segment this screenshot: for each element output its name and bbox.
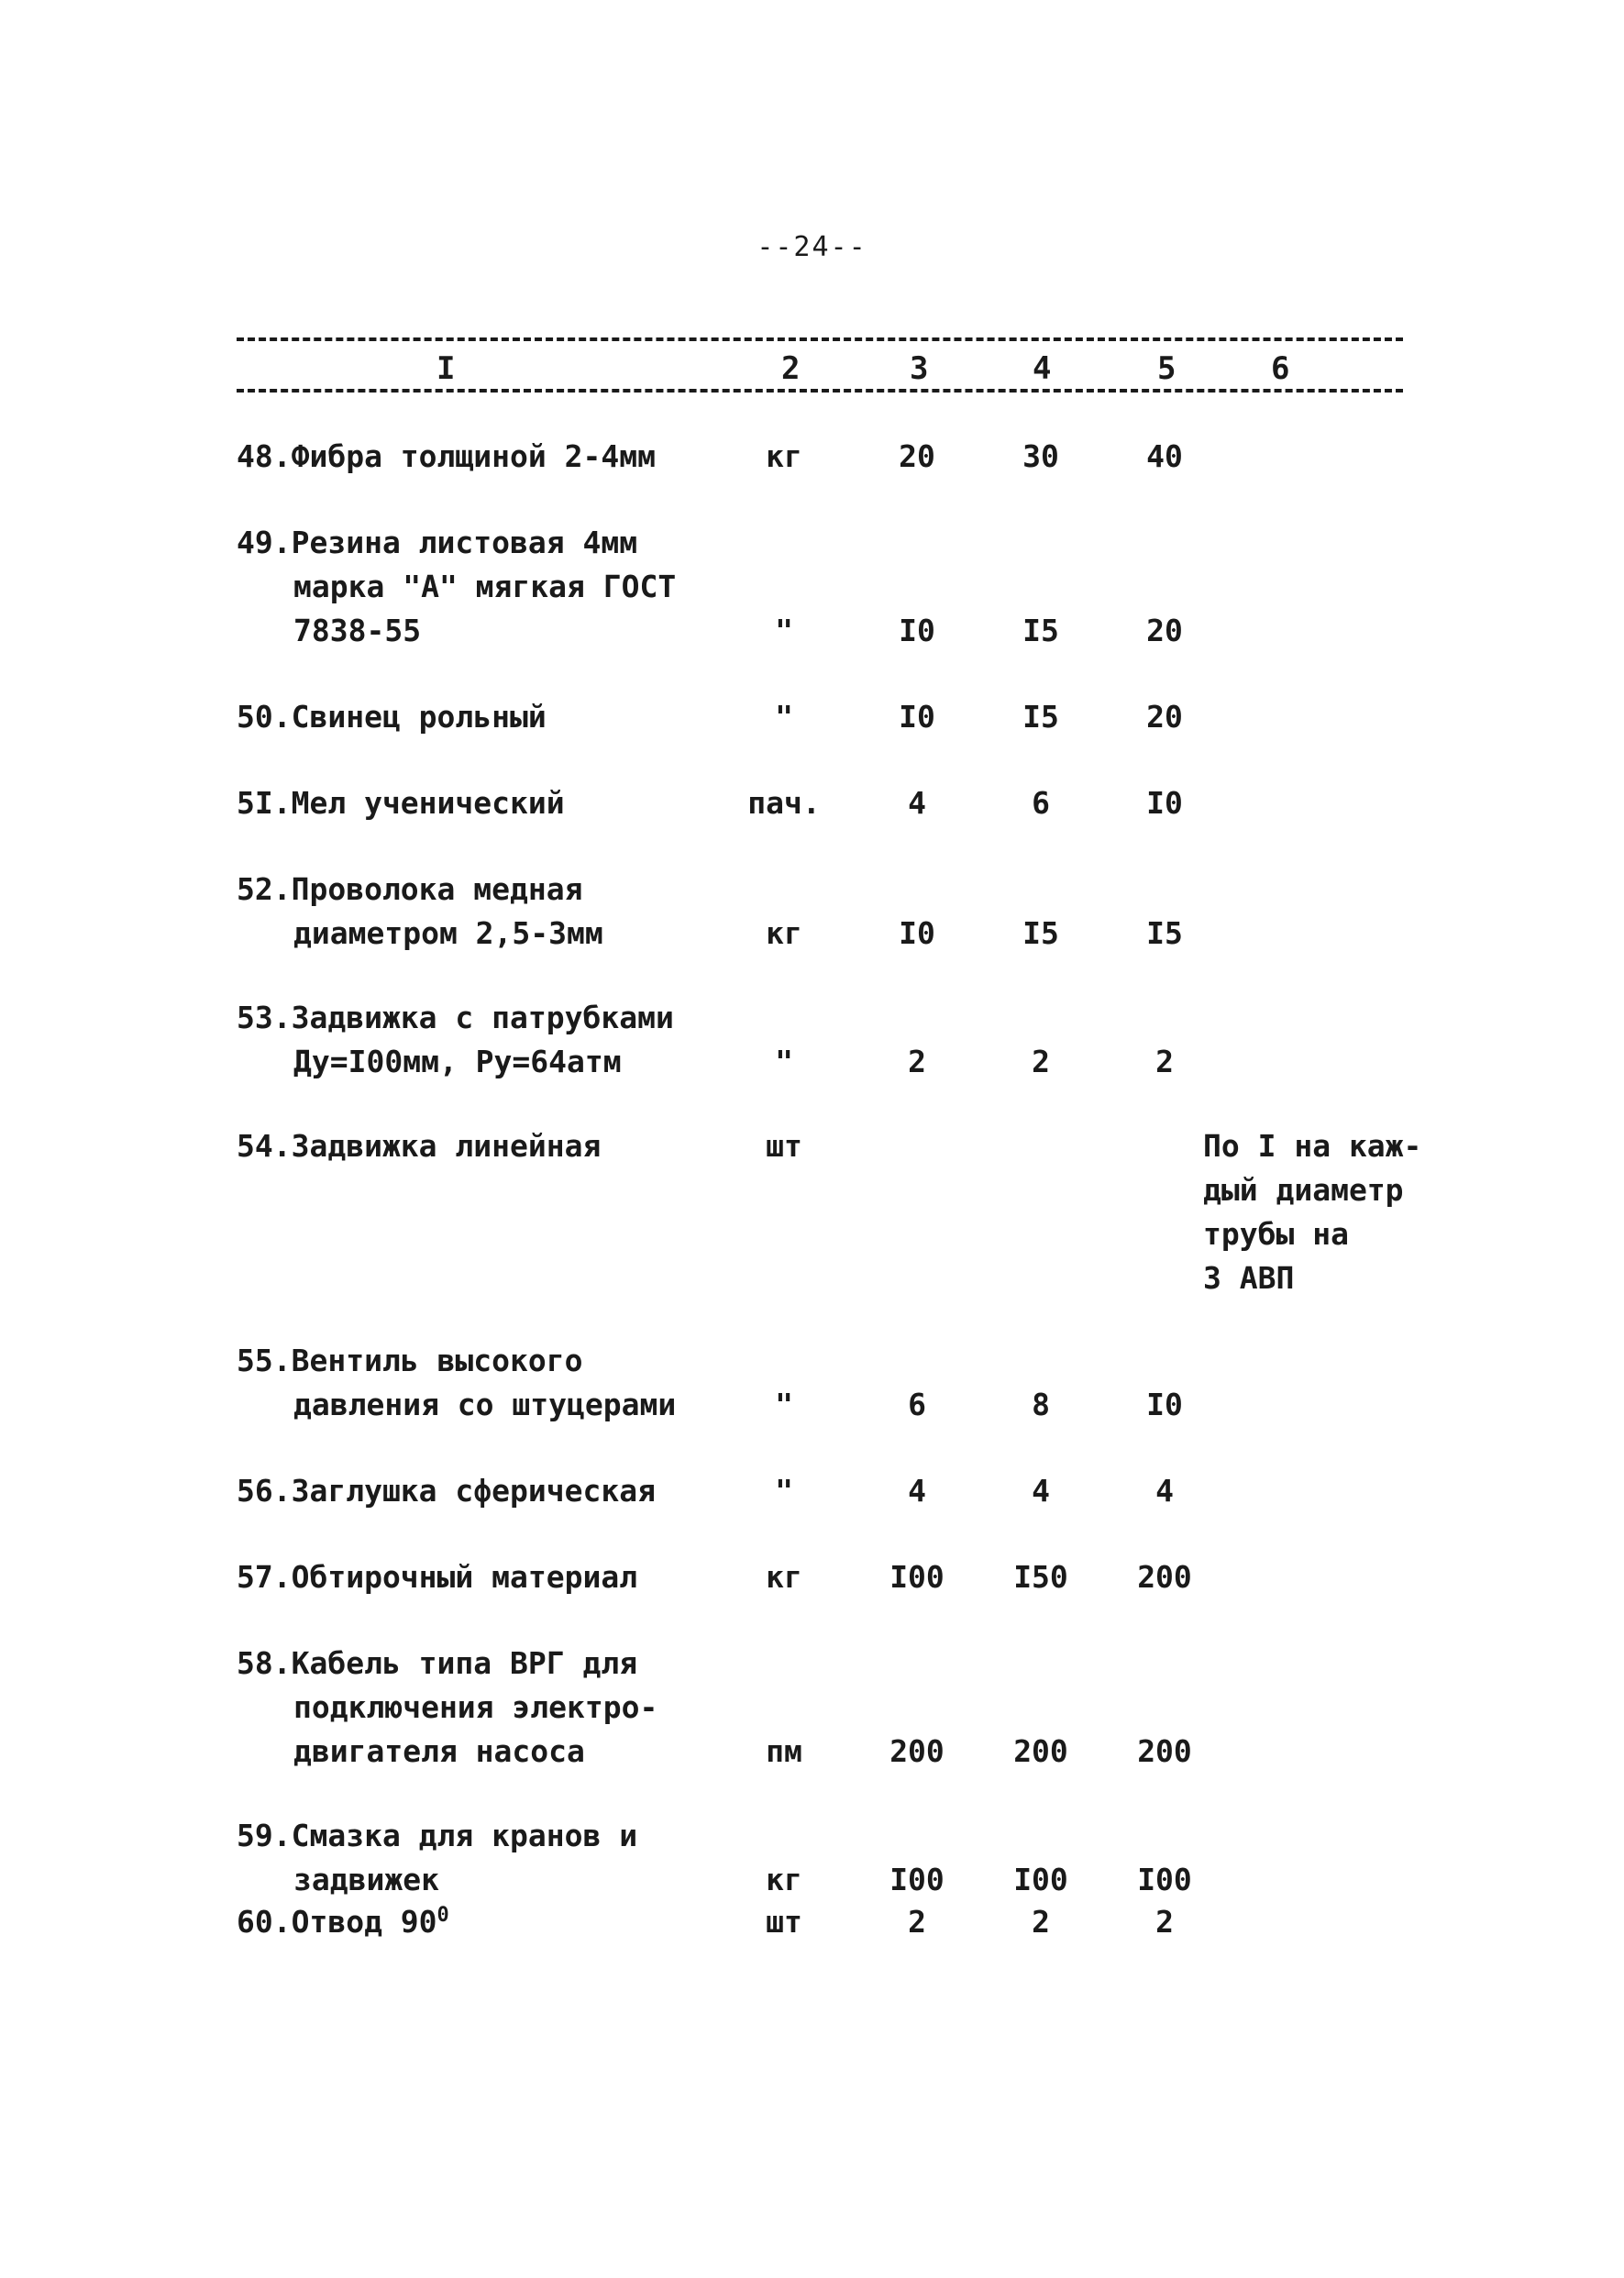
- item-note: По I на каж- дый диаметр трубы на 3 АВП: [1203, 1128, 1422, 1296]
- value-col-4: I5: [1022, 915, 1059, 951]
- item-name: [237, 868, 750, 956]
- item-name: [237, 1642, 750, 1774]
- item-name-line: 54.Задвижка линейная: [237, 1128, 602, 1164]
- value-col-5: I5: [1146, 915, 1183, 951]
- item-unit: кг: [766, 915, 802, 951]
- value-col-3: 2: [908, 1904, 926, 1940]
- item-name: [237, 1814, 750, 1902]
- header-col-4: 4: [1029, 350, 1055, 387]
- value-col-3: 4: [908, 1473, 926, 1509]
- item-name-line: 50.Свинец рольный: [237, 699, 547, 735]
- value-col-4: I50: [1013, 1559, 1068, 1595]
- item-name-line: 53.Задвижка с патрубками: [237, 1000, 674, 1035]
- value-col-4: 4: [1032, 1473, 1050, 1509]
- item-unit: ": [775, 1044, 793, 1079]
- value-col-5: 20: [1146, 699, 1183, 735]
- item-name-line: 56.Заглушка сферическая: [237, 1473, 656, 1509]
- item-unit: ": [775, 613, 793, 648]
- value-col-5: I0: [1146, 1387, 1183, 1422]
- header-col-3: 3: [906, 350, 932, 387]
- value-col-5: 200: [1137, 1733, 1192, 1769]
- value-col-4: 2: [1032, 1904, 1050, 1940]
- value-col-3: 4: [908, 785, 926, 821]
- item-unit: кг: [766, 438, 802, 474]
- item-unit: кг: [766, 1862, 802, 1897]
- value-col-5: I0: [1146, 785, 1183, 821]
- value-col-5: 200: [1137, 1559, 1192, 1595]
- item-name-line: 52.Проволока медная: [237, 871, 583, 907]
- item-name-line: 55.Вентиль высокого: [237, 1343, 583, 1378]
- item-unit: пм: [766, 1733, 802, 1769]
- item-name-line: 48.Фибра толщиной 2-4мм: [237, 438, 656, 474]
- value-col-4: 2: [1032, 1044, 1050, 1079]
- item-name-line: диаметром 2,5-3мм: [293, 915, 603, 951]
- value-col-4: 8: [1032, 1387, 1050, 1422]
- value-col-5: 2: [1155, 1904, 1174, 1940]
- value-col-5: 2: [1155, 1044, 1174, 1079]
- value-col-3: 6: [908, 1387, 926, 1422]
- item-name-line: 7838-55: [293, 613, 422, 648]
- item-name-line: двигателя насоса: [293, 1733, 585, 1769]
- value-col-3: I0: [899, 613, 935, 648]
- value-col-4: I5: [1022, 699, 1059, 735]
- value-col-5: 20: [1146, 613, 1183, 648]
- value-col-4: I00: [1013, 1862, 1068, 1897]
- item-unit: ": [775, 1473, 793, 1509]
- item-name-line: Ду=I00мм, Ру=64атм: [293, 1044, 622, 1079]
- table-header: [0, 350, 1624, 394]
- value-col-3: I00: [889, 1862, 945, 1897]
- item-name-line: подключения электро-: [293, 1689, 658, 1725]
- item-unit: ": [775, 1387, 793, 1422]
- item-name-line: 49.Резина листовая 4мм: [237, 525, 638, 560]
- value-col-5: 40: [1146, 438, 1183, 474]
- item-name: [237, 695, 750, 739]
- degree-superscript: 0: [436, 1904, 449, 1927]
- item-name-line: задвижек: [293, 1862, 439, 1897]
- item-name-line: 59.Смазка для кранов и: [237, 1818, 638, 1853]
- item-name: [237, 1900, 750, 1944]
- value-col-3: I0: [899, 915, 935, 951]
- header-col-5: 5: [1154, 350, 1179, 387]
- item-name: [237, 781, 750, 825]
- item-name: [237, 1339, 750, 1427]
- item-unit: шт: [766, 1904, 802, 1940]
- header-col-6: 6: [1267, 350, 1293, 387]
- value-col-3: 200: [889, 1733, 945, 1769]
- value-col-3: I00: [889, 1559, 945, 1595]
- value-col-4: 6: [1032, 785, 1050, 821]
- item-unit: кг: [766, 1559, 802, 1595]
- item-name-line: марка "А" мягкая ГОСТ: [293, 569, 677, 604]
- item-name-line: 57.Обтирочный материал: [237, 1559, 638, 1595]
- item-name: [237, 1124, 750, 1168]
- value-col-4: I5: [1022, 613, 1059, 648]
- value-col-5: 4: [1155, 1473, 1174, 1509]
- value-col-3: I0: [899, 699, 935, 735]
- item-name: [237, 521, 750, 653]
- header-col-2: 2: [778, 350, 803, 387]
- value-col-3: 2: [908, 1044, 926, 1079]
- item-unit: ": [775, 699, 793, 735]
- item-name-line: 60.Отвод $90^0$: [237, 1904, 449, 1940]
- item-name-line: 5I.Мел ученический: [237, 785, 565, 821]
- value-col-4: 200: [1013, 1733, 1068, 1769]
- header-col-1: I: [433, 350, 458, 387]
- item-name: [237, 1555, 750, 1599]
- item-name-line: 58.Кабель типа ВРГ для: [237, 1645, 638, 1681]
- item-name: [237, 1469, 750, 1513]
- item-unit: шт: [766, 1128, 802, 1164]
- item-name: [237, 435, 750, 479]
- item-name-line: давления со штуцерами: [293, 1387, 677, 1422]
- value-col-4: 30: [1022, 438, 1059, 474]
- page-number: --24--: [757, 231, 867, 263]
- value-col-3: 20: [899, 438, 935, 474]
- value-col-5: I00: [1137, 1862, 1192, 1897]
- header-top-rule: [237, 337, 1403, 341]
- item-unit: пач.: [747, 785, 821, 821]
- item-name: [237, 996, 750, 1084]
